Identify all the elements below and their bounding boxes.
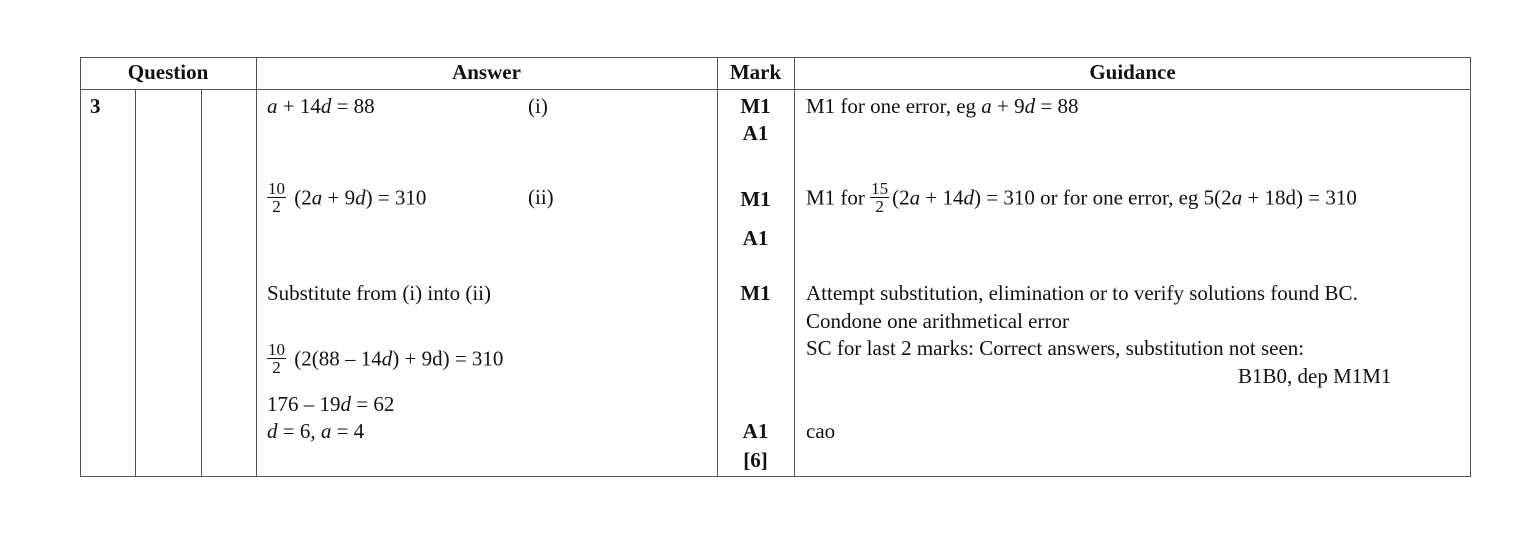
answer-substitute: Substitute from (i) into (ii) xyxy=(267,281,491,305)
answer-tag-ii: (ii) xyxy=(528,185,554,209)
mark-cell: A1 xyxy=(742,226,769,250)
fraction: $\frac{10}{2}$ xyxy=(268,179,285,216)
fraction: $\frac{15}{2}$ xyxy=(871,179,889,216)
mark-cell: M1 xyxy=(740,281,771,305)
guidance-line: SC for last 2 marks: Correct answers, substitution not seen: xyxy=(806,336,1305,360)
answer-equation-3: $\frac{10}{2}$ (2(88 – 14d) + 9d) = 310 xyxy=(268,340,504,377)
header-question: Question xyxy=(127,60,209,84)
fraction: $\frac{10}{2}$ xyxy=(268,340,285,377)
answer-equation-2: $\frac{10}{2}$ (2a + 9d) = 310 xyxy=(268,179,427,216)
header-guidance: Guidance xyxy=(1089,60,1176,84)
answer-equation-4: 176 – 19d = 62 xyxy=(267,392,395,416)
column-divider xyxy=(717,57,718,477)
mark-cell: M1 xyxy=(740,94,771,118)
answer-equation-1: a + 14d = 88 xyxy=(267,94,375,118)
header-mark: Mark xyxy=(729,60,782,84)
guidance-line: B1B0, dep M1M1 xyxy=(1238,364,1392,388)
sub-column-divider xyxy=(135,89,136,477)
guidance-line: M1 for one error, eg a + 9d = 88 xyxy=(806,94,1079,118)
mark-total: [6] xyxy=(743,448,768,472)
answer-tag-i: (i) xyxy=(528,94,548,118)
guidance-line: cao xyxy=(806,419,836,443)
sub-column-divider xyxy=(201,89,202,477)
guidance-line: Attempt substitution, elimination or to verify solutions found BC. xyxy=(806,281,1358,305)
guidance-line: Condone one arithmetical error xyxy=(806,309,1069,333)
header-divider xyxy=(80,89,1471,90)
question-number: 3 xyxy=(90,94,101,118)
mark-cell: A1 xyxy=(742,419,769,443)
column-divider xyxy=(256,57,257,477)
mark-cell: M1 xyxy=(740,187,771,211)
column-divider xyxy=(794,57,795,477)
answer-equation-5: d = 6, a = 4 xyxy=(267,419,365,443)
mark-cell: A1 xyxy=(742,121,769,145)
guidance-line: M1 for $\frac{15}{2}$ (2a + 14d) = 310 or for one error, eg 5(2a + 18d) = 310 xyxy=(806,179,1357,216)
header-answer: Answer xyxy=(452,60,521,84)
